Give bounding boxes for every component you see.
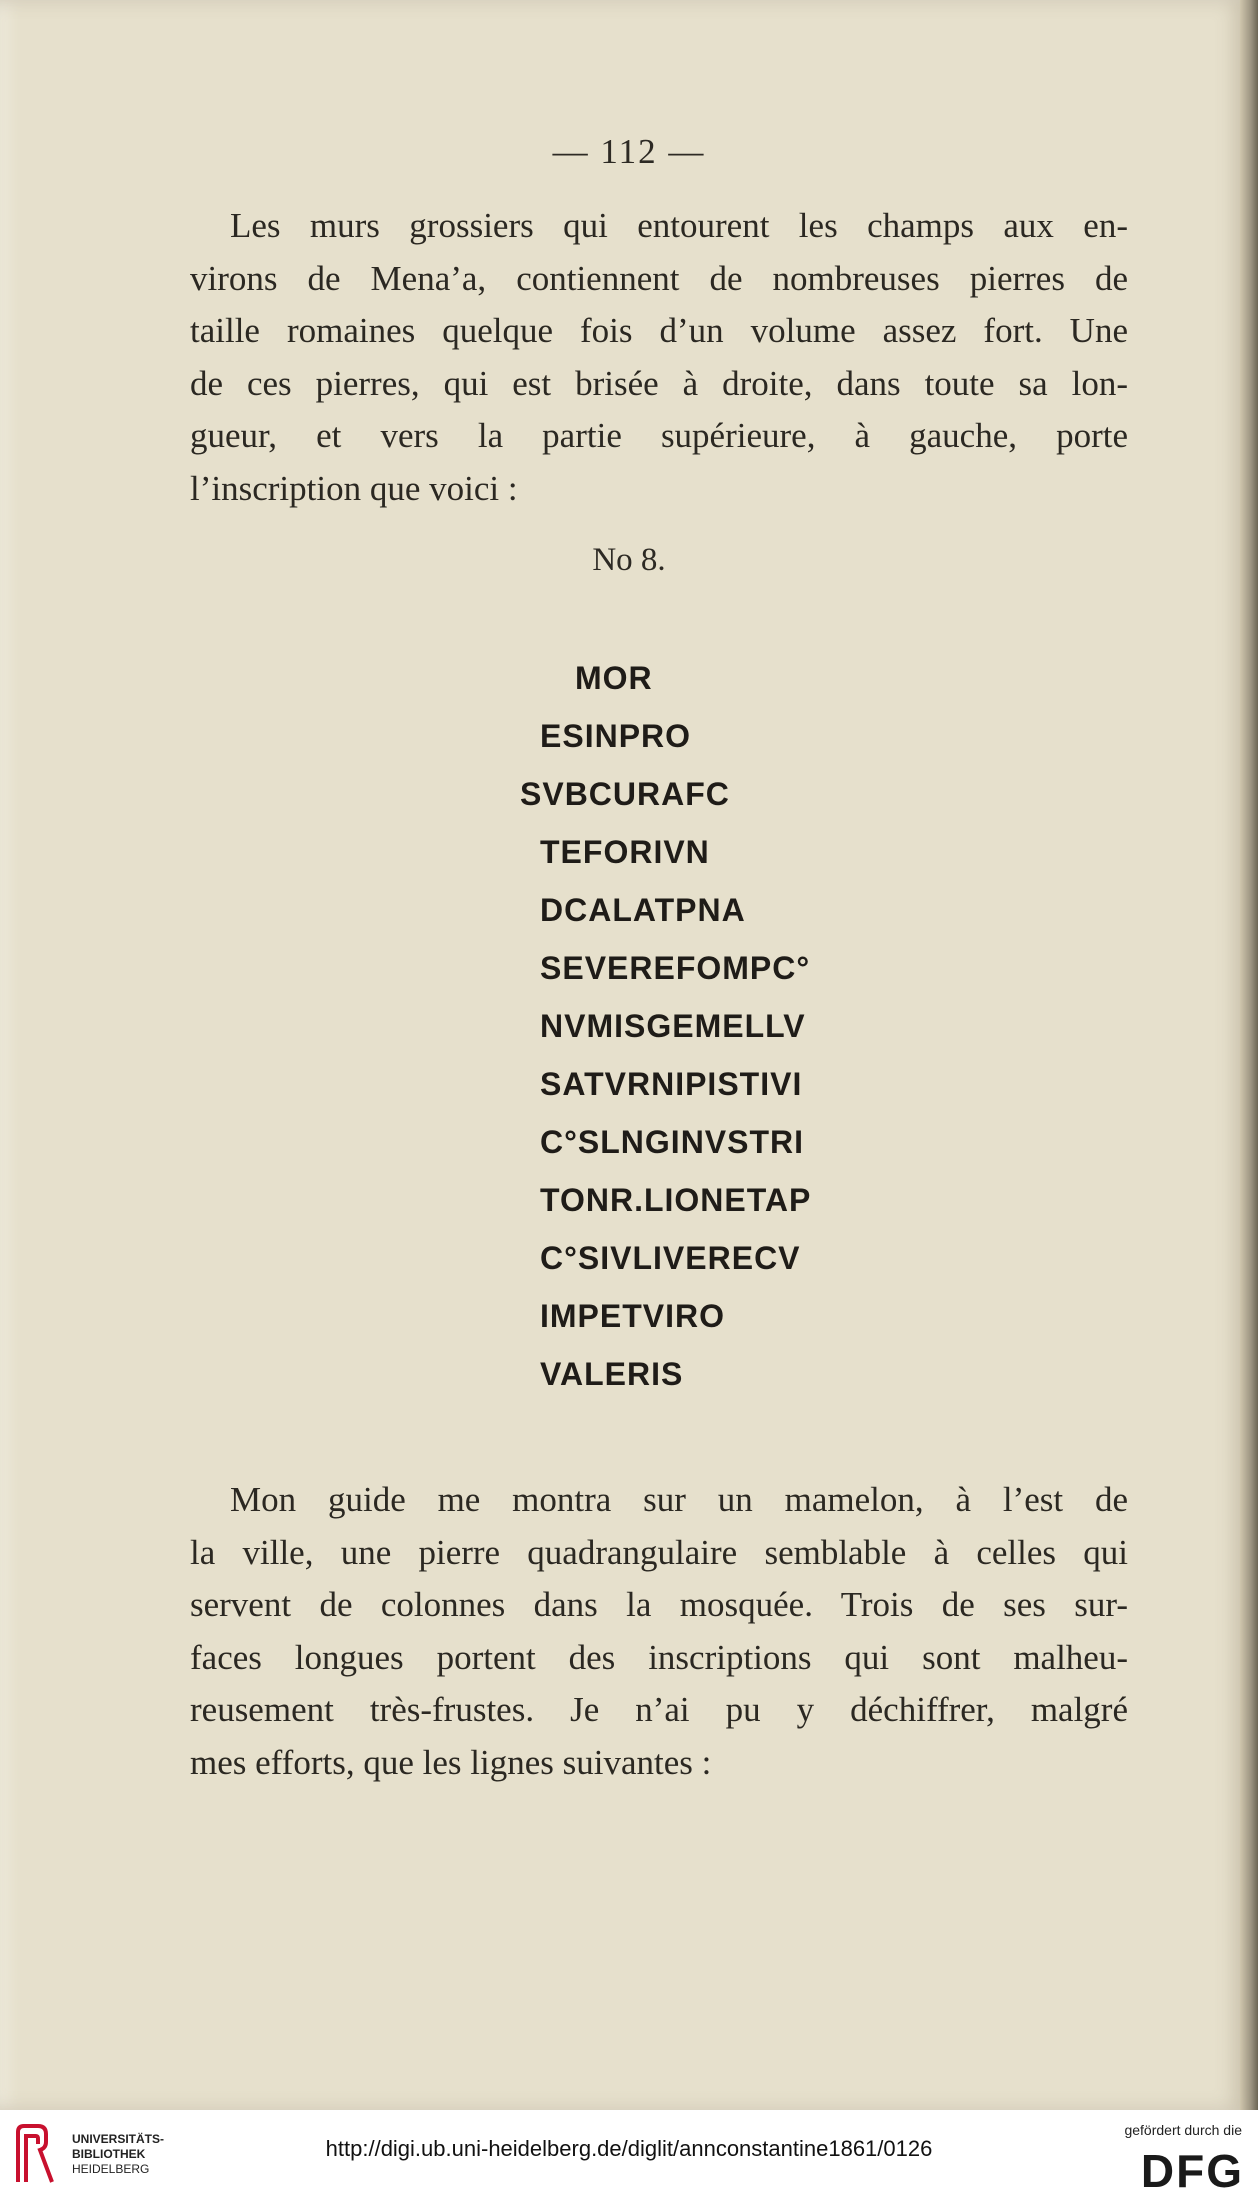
paragraph-line: virons de Mena’a, contiennent de nombreuses pierres de [190,258,1128,298]
paragraph-line: servent de colonnes dans la mosquée. Trois de ses sur- [190,1585,1128,1624]
inscription-line: MOR [575,660,653,696]
paragraph-line: Mon guide me montra sur un mamelon, à l’est de [230,1480,1128,1519]
paragraph-line: la ville, une pierre quadrangulaire semblable à celles qui [190,1532,1128,1572]
page-number: — 112 — [552,132,706,171]
paragraph-intro [190,200,1128,515]
paragraph-line: mes efforts, que les lignes suivantes : [190,1742,712,1782]
source-url-link[interactable]: http://digi.ub.uni-heidelberg.de/diglit/annconstantine1861/0126 [325,2136,933,2161]
inscription-line: SEVEREFOMPC° [540,950,811,986]
inscription-line: TEFORIVN [540,834,710,870]
funding-note: gefördert durch die [1124,2122,1242,2138]
paragraph-line: l’inscription que voici : [190,468,518,508]
inscription-line: SATVRNIPISTIVI [540,1066,803,1102]
library-name-line: BIBLIOTHEK [72,2147,146,2161]
page-edge-shadow [1240,0,1258,2110]
inscription-line: NVMISGEMELLV [540,1008,806,1044]
inscription-line: C°SLNGINVSTRI [540,1124,805,1160]
paragraph-line: reusement très-frustes. Je n’ai pu y déchiffrer, malgré [190,1690,1128,1729]
inscription-line: DCALATPNA [540,892,746,928]
inscription-line: TONR.LIONETAP [540,1182,812,1218]
inscription-line: C°SIVLIVERECV [540,1240,801,1276]
inscription-number: No 8. [592,542,666,578]
library-name-line: HEIDELBERG [72,2162,150,2176]
inscription-line: ESINPRO [540,718,692,754]
inscription-line: VALERIS [540,1356,684,1392]
library-name-line: UNIVERSITÄTS- [72,2132,165,2146]
inscription-line: SVBCURAFC [520,776,730,812]
paragraph-guide [190,1474,1128,1789]
paragraph-line: de ces pierres, qui est brisée à droite, dans toute sa lon- [190,363,1128,403]
dfg-logo: DFG [1140,2145,1244,2197]
paragraph-line: gueur, et vers la partie supérieure, à gauche, porte [190,416,1128,455]
inscription-line: IMPETVIRO [540,1298,726,1334]
digitization-footer [0,2110,1258,2201]
paragraph-line: faces longues portent des inscriptions qui sont malheu- [190,1637,1128,1677]
paragraph-line: taille romaines quelque fois d’un volume assez fort. Une [190,311,1128,350]
paragraph-line: Les murs grossiers qui entourent les champs aux en- [230,206,1128,245]
